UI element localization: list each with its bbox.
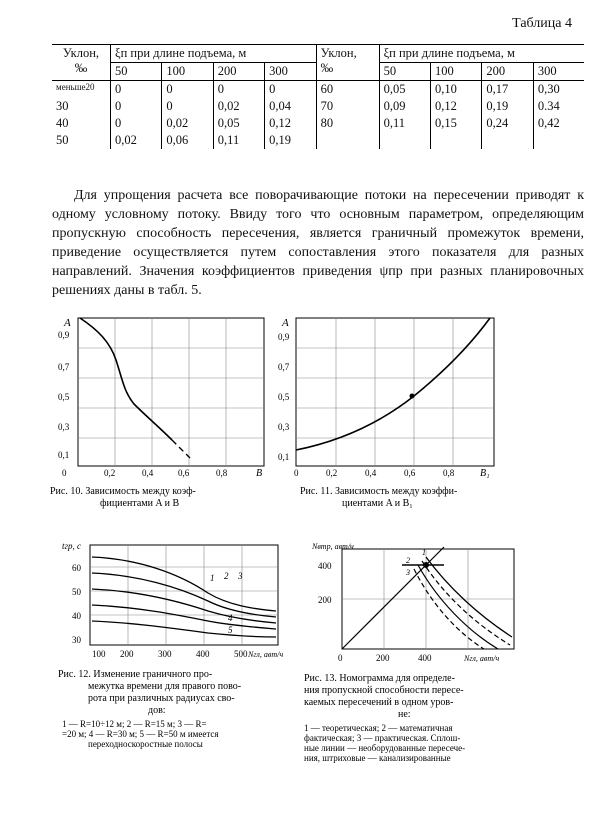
fig12-caption: рота при различных радиусах сво- — [88, 693, 235, 704]
len-50: 50 — [111, 63, 162, 81]
fig13-legend: ния, штриховые — канализированные — [304, 753, 451, 763]
fig10-ytick: 0,5 — [58, 392, 70, 402]
cell: меньше20 — [56, 82, 95, 92]
fig11-ytick: 0,1 — [278, 452, 290, 462]
fig11-caption: циентами A и B₁ — [342, 498, 413, 509]
fig12-curve-5 — [92, 621, 276, 637]
fig12-ytick: 40 — [72, 611, 81, 621]
header-slope: Уклон, ‰ — [52, 45, 111, 81]
fig11-curve — [296, 318, 490, 450]
fig11-xtick: 0,8 — [443, 468, 455, 478]
cell: 0,24 — [482, 115, 533, 132]
len-200: 200 — [482, 63, 533, 81]
header-value-right: ξп при длине подъема, м — [379, 45, 584, 63]
fig13-caption: Рис. 13. Номограмма для определе- — [304, 673, 455, 684]
cell: 0,30 — [533, 81, 584, 99]
cell: 70 — [316, 98, 379, 115]
fig13-legend: 1 — теоретическая; 2 — математичная — [304, 723, 453, 733]
cell: 0 — [162, 98, 213, 115]
header-slope-right: Уклон, ‰ — [316, 45, 379, 81]
fig10-ytick: 0,1 — [58, 450, 70, 460]
fig12-xtick: 300 — [158, 649, 172, 659]
figure-13 — [298, 535, 528, 785]
fig11-caption: Рис. 11. Зависимость между коэффи- — [300, 486, 458, 497]
fig12-ytick: 30 — [72, 635, 81, 645]
fig10-caption: Рис. 10. Зависимость между коэф- — [50, 486, 196, 497]
fig10-xlabel: B — [256, 468, 263, 479]
figure-10 — [50, 300, 280, 525]
fig12-caption: дов: — [148, 705, 166, 716]
cell: 0,10 — [431, 81, 482, 99]
fig10-xtick: 0 — [62, 468, 67, 478]
fig10-xtick: 0,4 — [142, 468, 154, 478]
fig11-ytick: 0,3 — [278, 422, 290, 432]
fig10-caption: фициентами A и B — [100, 498, 180, 509]
fig12-curve-label: 2 — [224, 571, 229, 581]
fig11-xtick: 0,2 — [326, 468, 338, 478]
fig12-xtick: 100 — [92, 649, 106, 659]
fig13-ylabel: Nвтр, авт/ч — [312, 542, 354, 551]
fig12-ytick: 50 — [72, 587, 81, 597]
len-200: 200 — [213, 63, 264, 81]
table-caption: Таблица 4 — [512, 16, 572, 31]
fig12-xlabel: Nгл, авт/ч — [248, 650, 284, 659]
figure-11 — [276, 300, 526, 525]
body-paragraph: Для упрощения расчета все поворачивающие потоки на пересечении приводят к одному условному потоку. Ввиду того что основным параметром, определяющим пропускную способность пересечения, является граничный промежуток времени, приведение осуществляется путем сопоставления этого показателя для разных направлений. Значения коэффициентов приведения ψпр при разных планировочных решениях даны в табл. 5. — [52, 188, 584, 298]
cell: 0,19 — [265, 132, 316, 149]
fig12-xtick: 400 — [196, 649, 210, 659]
fig10-curve — [80, 318, 172, 440]
len-300: 300 — [265, 63, 316, 81]
fig13-point — [423, 562, 429, 568]
cell: 0,06 — [162, 132, 213, 149]
fig12-legend: 1 — R=10÷12 м; 2 — R=15 м; 3 — R= — [62, 719, 207, 729]
cell: 0,15 — [431, 115, 482, 132]
len-50: 50 — [379, 63, 430, 81]
cell: 0,02 — [213, 98, 264, 115]
fig10-xtick: 0,8 — [216, 468, 228, 478]
cell: 30 — [56, 99, 69, 113]
fig10-xtick: 0,2 — [104, 468, 116, 478]
fig10-ytick: 0,9 — [58, 330, 70, 340]
fig12-curve-4 — [92, 605, 276, 629]
fig10-ytick: 0,7 — [58, 362, 70, 372]
cell: 0,09 — [379, 98, 430, 115]
cell: 0,11 — [213, 132, 264, 149]
fig13-ytick: 400 — [318, 561, 332, 571]
table-row — [52, 98, 584, 115]
fig12-caption: межутка времени для правого пово- — [88, 681, 242, 692]
fig13-caption: ния пропускной способности пересе- — [304, 685, 464, 696]
fig13-caption: не: — [398, 709, 411, 720]
table-row — [52, 115, 584, 132]
fig12-ytick: 60 — [72, 563, 81, 573]
fig13-legend: фактическая; 3 — практическая. Сплош- — [304, 733, 461, 743]
cell: 0,19 — [482, 98, 533, 115]
fig13-xlabel: Nгл, авт/ч — [464, 654, 500, 663]
cell: 0,17 — [482, 81, 533, 99]
cell: 0 — [111, 81, 162, 99]
cell: 60 — [316, 81, 379, 99]
cell: 0 — [111, 115, 162, 132]
cell: 0 — [111, 98, 162, 115]
fig11-xlabel: B₁ — [480, 468, 490, 479]
fig11-ylabel: A — [282, 317, 289, 329]
header-value: ξп при длине подъема, м — [111, 45, 317, 63]
len-100: 100 — [431, 63, 482, 81]
fig10-xtick: 0,6 — [178, 468, 190, 478]
cell: 40 — [56, 116, 69, 130]
fig13-curve-3 — [418, 565, 498, 649]
cell: 0 — [265, 81, 316, 99]
cell: 80 — [316, 115, 379, 132]
fig13-xtick: 400 — [418, 653, 432, 663]
table-row — [52, 81, 584, 99]
cell: 0,42 — [533, 115, 584, 132]
fig13-caption: каемых пересечений в одном уров- — [304, 697, 454, 708]
fig12-legend: переходноскоростные полосы — [88, 739, 203, 749]
cell: 0 — [213, 81, 264, 99]
figure-12 — [58, 535, 290, 770]
fig12-curve-label: 5 — [228, 625, 233, 635]
fig12-xtick: 500 — [234, 649, 248, 659]
cell: 0,04 — [265, 98, 316, 115]
fig13-diagonal — [342, 547, 444, 649]
fig11-point — [410, 394, 415, 399]
fig13-curve-label: 3 — [406, 568, 410, 577]
len-100: 100 — [162, 63, 213, 81]
cell: 0,12 — [265, 115, 316, 132]
cell: 0.34 — [533, 98, 584, 115]
cell: 0 — [162, 81, 213, 99]
table-row — [52, 132, 584, 149]
fig13-curve-label: 1 — [422, 548, 426, 557]
cell: 0,02 — [162, 115, 213, 132]
cell: 0,12 — [431, 98, 482, 115]
fig13-xtick: 0 — [338, 653, 343, 663]
cell: 0,11 — [379, 115, 430, 132]
fig12-curve-1 — [92, 557, 276, 611]
cell: 0,05 — [379, 81, 430, 99]
fig10-dashed — [172, 440, 190, 458]
fig12-curve-3 — [92, 589, 276, 623]
fig11-frame — [296, 318, 494, 466]
fig12-curve-label: 3 — [238, 571, 243, 581]
fig11-ytick: 0,9 — [278, 332, 290, 342]
fig11-ytick: 0,5 — [278, 392, 290, 402]
fig10-ylabel: A — [64, 317, 71, 329]
fig11-xtick: 0 — [294, 468, 299, 478]
fig12-ylabel: tгр, с — [62, 541, 82, 551]
fig12-legend: =20 м; 4 — R=30 м; 5 — R=50 м имеется — [62, 729, 219, 739]
fig12-curve-label: 4 — [228, 613, 233, 623]
fig13-ytick: 200 — [318, 595, 332, 605]
fig13-curve-label: 2 — [406, 556, 410, 565]
fig12-caption: Рис. 12. Изменение граничного про- — [58, 669, 213, 680]
cell: 50 — [56, 133, 69, 147]
fig11-xtick: 0,6 — [404, 468, 416, 478]
fig11-ytick: 0,7 — [278, 362, 290, 372]
fig13-xtick: 200 — [376, 653, 390, 663]
fig12-xtick: 200 — [120, 649, 134, 659]
cell: 0,05 — [213, 115, 264, 132]
data-table — [52, 44, 584, 149]
fig13-legend: ные линии — необорудованные пересече- — [304, 743, 466, 753]
fig10-ytick: 0,3 — [58, 422, 70, 432]
fig11-xtick: 0,4 — [365, 468, 377, 478]
cell: 0,02 — [111, 132, 162, 149]
fig12-curve-label: 1 — [210, 573, 215, 583]
len-300: 300 — [533, 63, 584, 81]
